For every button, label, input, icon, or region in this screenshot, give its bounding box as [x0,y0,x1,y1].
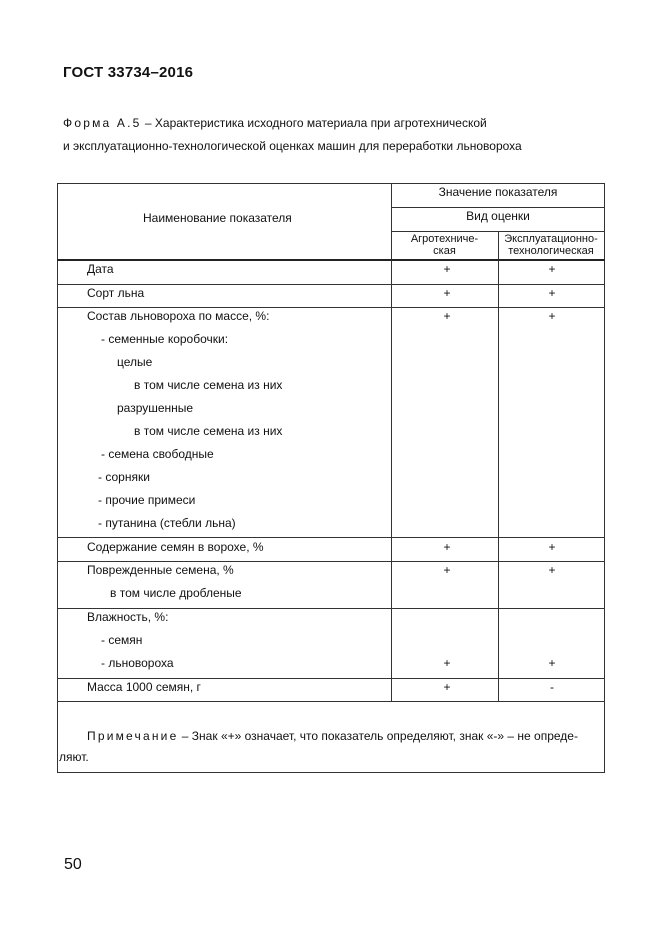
mark-agro: + [443,309,451,323]
form-caption-title: – Характеристика исходного материала при агротехнической [141,116,487,130]
column-header-exploitation [498,233,604,257]
mark-agro: + [443,680,451,694]
row-label-composition: Состав льновороха по массе, %: [87,309,270,323]
table-border-top [57,183,605,184]
mark-agro: + [443,286,451,300]
row-label-other-impurities: - прочие примеси [98,493,196,507]
mark-agro: + [443,540,451,554]
mark-exploitation: + [548,563,556,577]
column-header-exploitation-line-2: технологическая [508,245,594,257]
row-separator [57,537,605,538]
table-note-line-2: ляют. [59,750,89,764]
column-header-name: Наименование показателя [143,211,292,225]
row-separator [57,678,605,679]
document-standard-header: ГОСТ 33734–2016 [63,64,194,81]
table-note-line-1 [57,728,605,744]
column-header-agro-line-1: Агротехниче- [410,233,479,245]
column-header-assessment-type: Вид оценки [466,209,530,223]
row-separator [57,561,605,562]
table-border-right [604,183,605,773]
mark-exploitation: + [548,286,556,300]
mark-exploitation: + [548,540,556,554]
row-label-tangle: - путанина (стебли льна) [98,516,236,530]
characteristics-table [57,183,605,773]
row-separator [57,284,605,285]
row-label-whole: целые [117,355,153,369]
form-label: Форма А.5 [63,116,142,130]
body-divider-name [391,260,392,701]
header-bottom-rule [57,259,605,261]
row-label-seeds-from-whole: в том числе семена из них [134,378,283,392]
mark-exploitation: + [548,262,556,276]
table-border-bottom [57,772,605,773]
form-caption-line-1 [63,115,487,131]
row-label-damaged-seeds: Поврежденные семена, % [87,563,234,577]
table-border-left [57,183,58,773]
mark-exploitation: - [550,680,554,694]
row-separator [57,701,605,702]
header-divider-value [391,207,605,208]
row-label-seed-bolls: - семенные коробочки: [101,332,229,346]
row-label-free-seeds: - семена свободные [101,447,214,461]
mark-exploitation: + [548,656,556,670]
column-header-exploitation-line-1: Эксплуатационно- [504,233,598,245]
table-note [57,728,605,765]
row-label-weeds: - сорняки [98,470,150,484]
row-label-moisture-seeds: - семян [101,633,143,647]
note-label: Примечание [87,729,179,743]
row-label-flax-variety: Сорт льна [87,286,145,300]
body-divider-columns [498,260,499,701]
row-label-moisture-heap: - льновороха [101,656,174,670]
note-text: – Знак «+» означает, что показатель определяют, знак «-» – не опреде- [178,729,578,743]
row-label-destroyed: разрушенные [117,401,194,415]
row-label-seed-content: Содержание семян в ворохе, % [87,540,264,554]
mark-exploitation: + [548,309,556,323]
row-label-moisture: Влажность, %: [87,610,169,624]
form-caption-line-2: и эксплуатационно-технологической оценках машин для переработки льновороха [63,139,522,153]
row-label-thousand-seed-mass: Масса 1000 семян, г [87,680,201,694]
column-header-agro [391,233,498,257]
row-separator [57,307,605,308]
page-number: 50 [64,856,82,873]
mark-agro: + [443,563,451,577]
column-header-value: Значение показателя [438,185,558,199]
row-label-seeds-from-destroyed: в том числе семена из них [134,424,283,438]
row-label-date: Дата [87,262,114,276]
mark-agro: + [443,656,451,670]
row-separator [57,608,605,609]
column-header-agro-line-2: ская [433,245,456,257]
mark-agro: + [443,262,451,276]
row-label-crushed: в том числе дробленые [110,586,242,600]
